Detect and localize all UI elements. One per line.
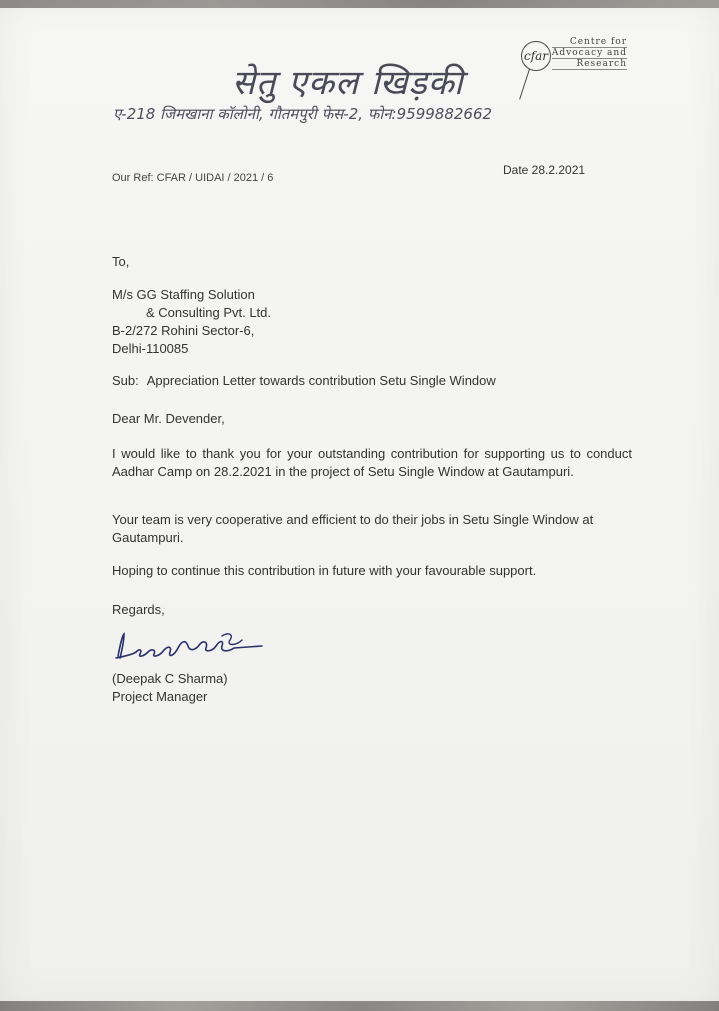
recipient-line-3: B-2/272 Rohini Sector-6, xyxy=(112,323,255,338)
recipient-to: To, xyxy=(112,254,130,269)
handwritten-signature xyxy=(112,626,272,666)
logo-stroke xyxy=(519,69,530,100)
recipient-address xyxy=(112,286,632,358)
recipient-line-1: M/s GG Staffing Solution xyxy=(112,287,255,302)
salutation: Dear Mr. Devender, xyxy=(112,411,225,426)
cfar-logo xyxy=(517,37,627,77)
reference-number: Our Ref: CFAR / UIDAI / 2021 / 6 xyxy=(112,172,274,184)
recipient-line-2: & Consulting Pvt. Ltd. xyxy=(146,305,272,320)
logo-line-3: Research xyxy=(552,59,627,70)
letterhead-title: सेतु एकल खिड़की xyxy=(232,63,464,103)
recipient-line-4: Delhi-110085 xyxy=(112,341,189,356)
paper-bottom-edge xyxy=(0,1001,719,1011)
cfar-logo-mark: cfar xyxy=(521,41,551,71)
paper-top-edge xyxy=(0,0,719,8)
subject-label: Sub: xyxy=(112,373,139,388)
closing: Regards, xyxy=(112,602,165,617)
logo-line-1: Centre for xyxy=(552,37,627,48)
logo-line-2: Advocacy and xyxy=(551,48,627,58)
subject-line xyxy=(112,372,632,390)
paragraph-3: Hoping to continue this contribution in future with your favourable support. xyxy=(112,563,537,578)
letter-date: Date 28.2.2021 xyxy=(503,163,586,177)
letterhead-address: ए-218 जिमखाना कॉलोनी, गौतमपुरी फेस-2, फोन:9599882662 xyxy=(113,105,493,123)
paragraph-1: I would like to thank you for your outstanding contribution for supporting us to conduct Aadhar Camp on 28.2.2021 in the project of Setu Single Window at Gautampuri. xyxy=(112,446,632,479)
logo-org-name xyxy=(552,37,627,70)
signatory-title: Project Manager xyxy=(112,689,208,704)
subject-text: Appreciation Letter towards contribution Setu Single Window xyxy=(146,373,496,388)
signatory-name: (Deepak C Sharma) xyxy=(112,671,228,686)
paragraph-2: Your team is very cooperative and efficient to do their jobs in Setu Single Window at Gautampuri. xyxy=(112,512,594,545)
